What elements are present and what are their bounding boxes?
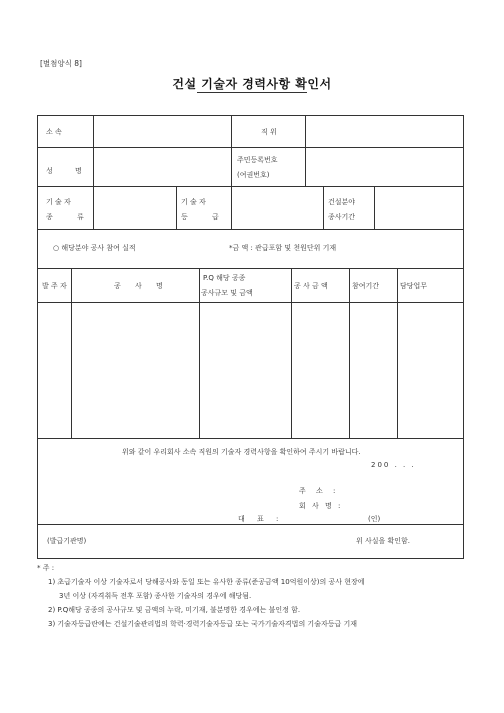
amount-note: *금 액 : 관급포함 및 천원단위 기재 — [229, 244, 337, 252]
issuer-label: (발급기관명) — [47, 537, 87, 545]
row-divider — [38, 268, 464, 269]
label-passport: (여권번호) — [237, 171, 270, 179]
row-divider — [38, 438, 464, 439]
confirm-statement: 위와 같이 우리회사 소속 직원의 기술자 경력사항을 확인하여 주시기 바랍니다. — [122, 448, 361, 456]
header-project-name: 공 사 명 — [114, 282, 169, 290]
confirm-representative: 대 표 : — [238, 515, 284, 523]
form-frame — [37, 115, 464, 559]
row-divider — [38, 229, 464, 230]
performance-heading: ○ 해당분야 공사 참여 실적 — [53, 244, 136, 252]
confirm-date: 200 . . . — [371, 461, 416, 469]
header-client: 발 주 자 — [42, 282, 67, 290]
col-divider — [231, 116, 232, 229]
label-name: 성 명 — [46, 167, 92, 175]
page-title: 건설 기술자 경력사항 확인서 — [172, 77, 332, 91]
header-pq-scale: 공사규모 및 금액 — [201, 289, 253, 297]
label-tech-grade: 기 술 자 — [181, 198, 206, 206]
notes-heading: * 주 : — [37, 564, 55, 572]
label-field-period: 종사기간 — [328, 213, 356, 221]
col-divider — [397, 268, 398, 438]
label-tech-grade-2: 등 급 — [181, 213, 230, 221]
label-tech-type: 기 술 자 — [46, 198, 71, 206]
col-divider — [305, 116, 306, 186]
form-id: [별첨양식 8] — [40, 59, 82, 68]
issuer-confirm: 위 사실을 확인함. — [356, 537, 411, 545]
col-divider — [374, 186, 375, 229]
label-tech-type-2: 종 류 — [46, 213, 95, 221]
col-divider — [291, 268, 292, 438]
col-divider — [176, 186, 177, 229]
label-resident-id: 주민등록번호 — [237, 156, 278, 164]
header-pq: P.Q 해당 공종 — [203, 274, 246, 282]
row-divider — [38, 302, 464, 303]
header-period: 참여기간 — [352, 282, 380, 290]
row-divider — [38, 524, 464, 525]
header-amount: 공 사 금 액 — [294, 282, 328, 290]
header-duty: 담당업무 — [400, 282, 428, 290]
col-divider — [71, 268, 72, 438]
row-divider — [38, 147, 464, 148]
note-item: 2) P.Q해당 공종의 공사규모 및 금액의 누락, 미기재, 불분명한 경우에는 불인정 함. — [48, 606, 301, 614]
confirm-company: 회 사 명 : — [299, 502, 343, 510]
label-position: 직 위 — [261, 128, 277, 136]
title-underline — [197, 92, 307, 93]
label-field: 건설분야 — [328, 198, 356, 206]
note-item: 3) 기술자등급란에는 건설기술관리법의 학력·경력기술자등급 또는 국가기술자격법의 기술자등급 기재 — [48, 620, 357, 628]
row-divider — [38, 186, 464, 187]
label-affiliation: 소 속 — [46, 128, 62, 136]
confirm-address: 주 소 : — [299, 487, 340, 495]
col-divider — [349, 268, 350, 438]
note-item: 1) 초급기술자 이상 기술자로서 당해공사와 동일 또는 유사한 종류(준공금액 10억원이상)의 공사 현장에 — [48, 578, 365, 586]
confirm-seal: (인) — [368, 515, 381, 523]
col-divider — [199, 268, 200, 438]
col-divider — [323, 186, 324, 229]
note-item: 3년 이상 (자격취득 전후 포함) 종사한 기술자의 경우에 해당됨. — [59, 592, 252, 600]
